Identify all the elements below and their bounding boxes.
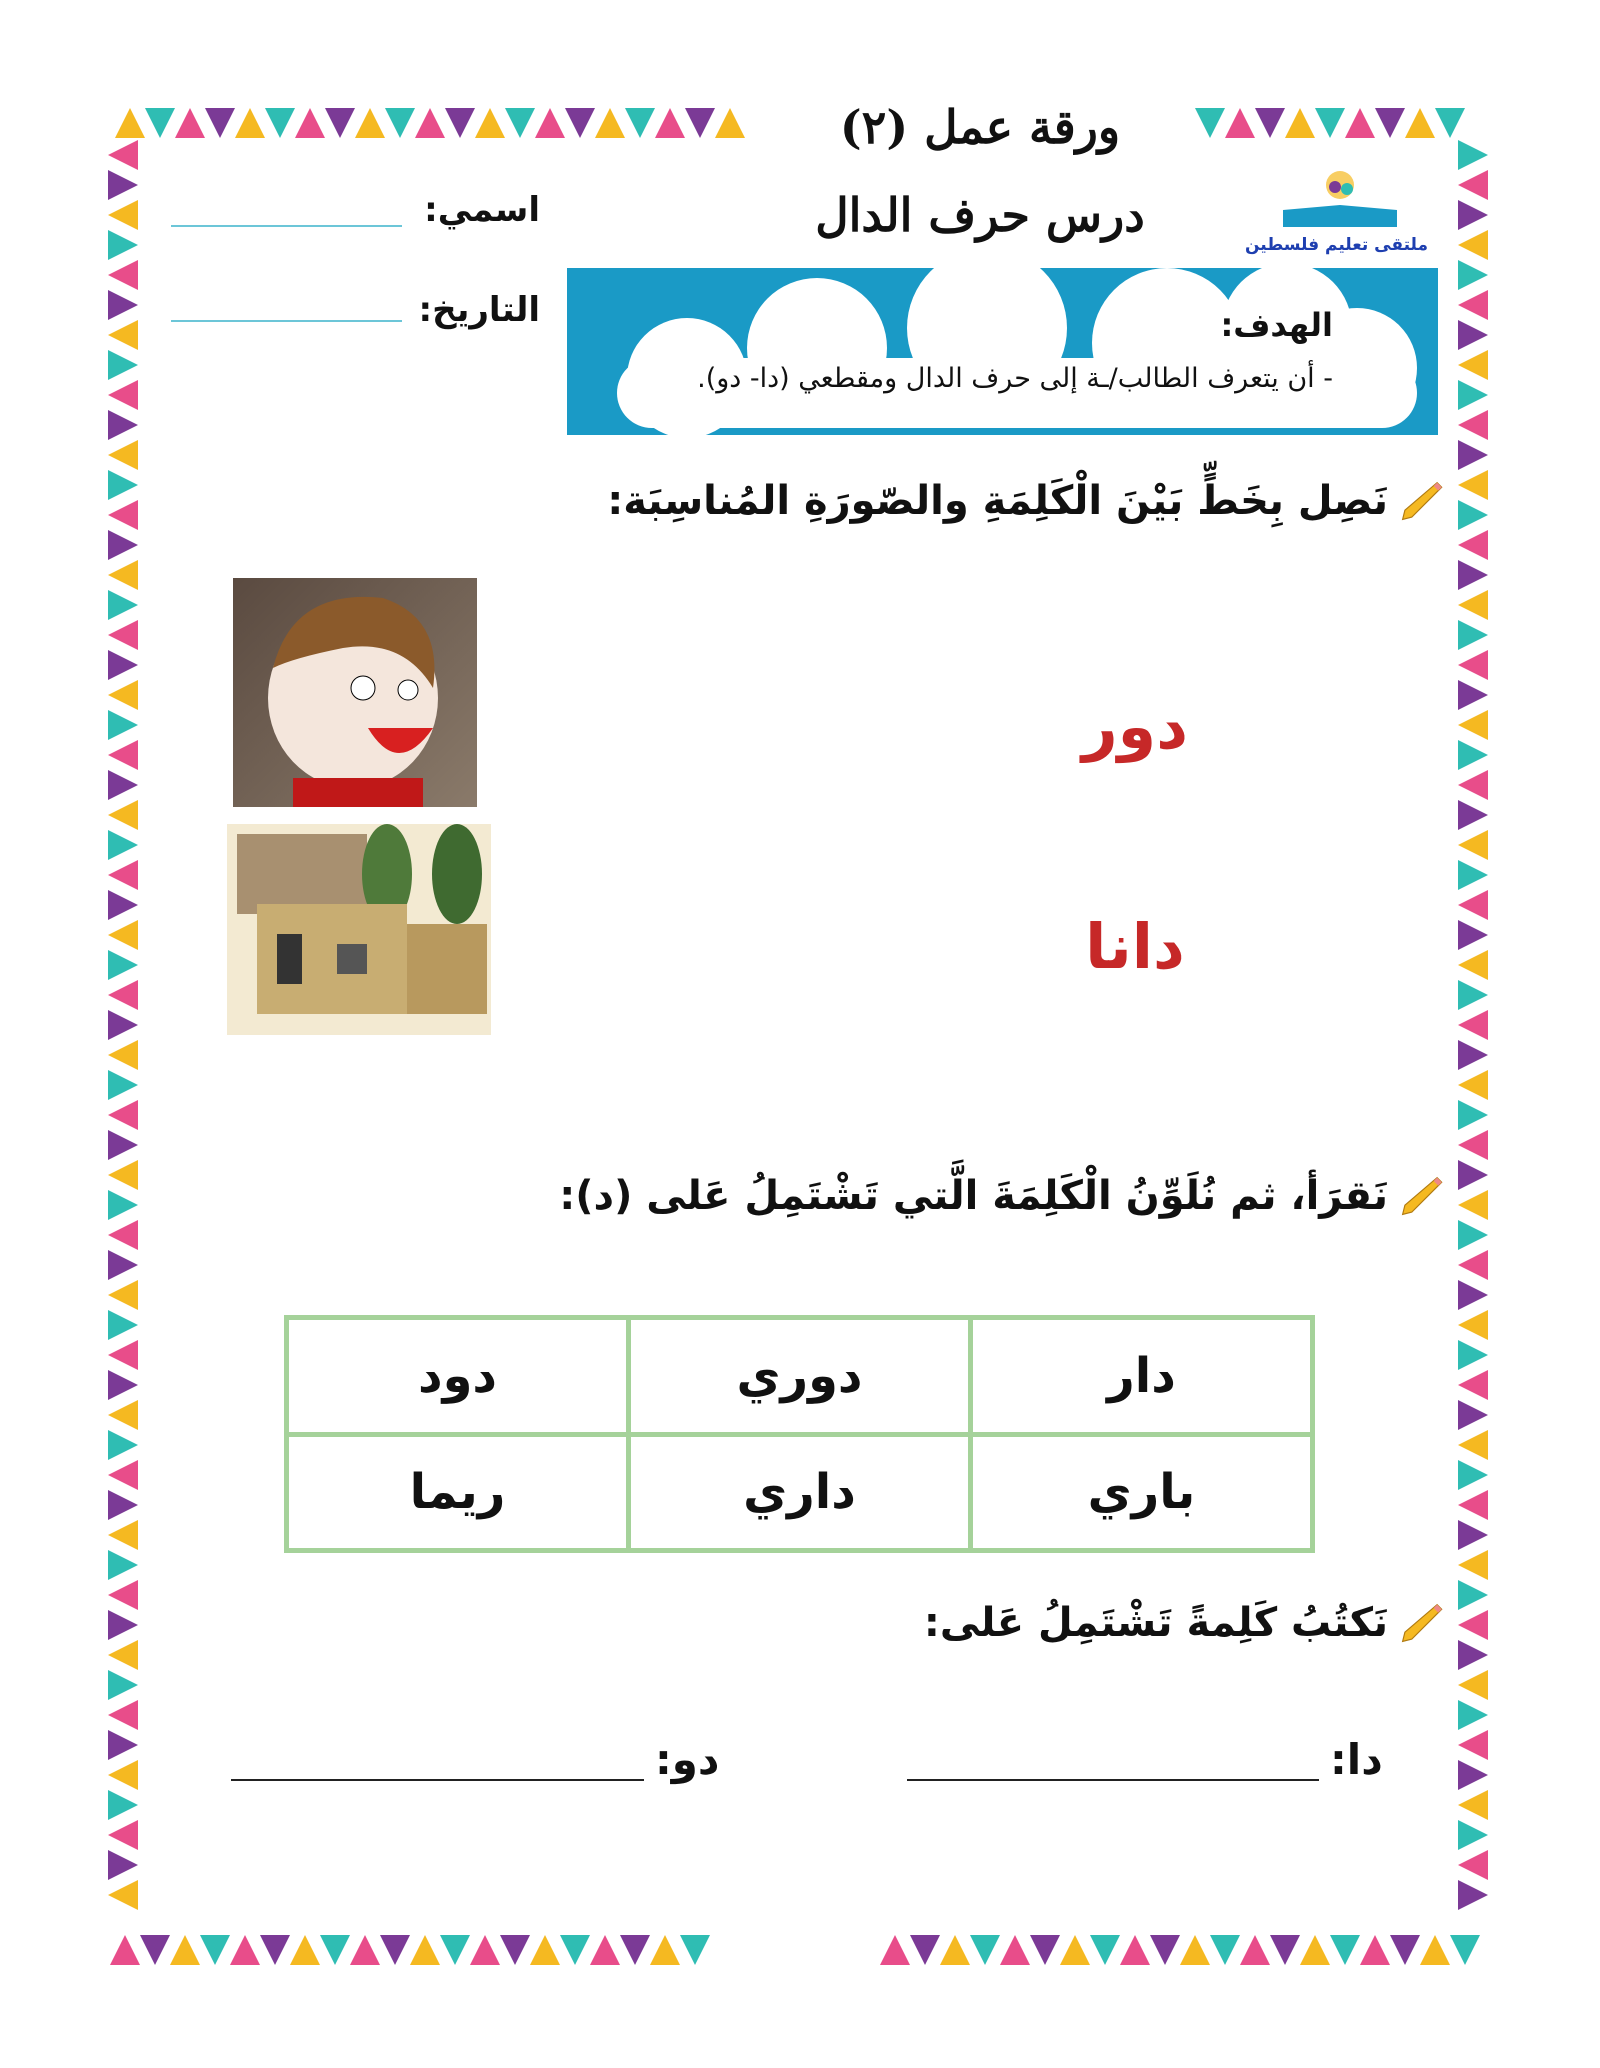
instruction-write — [924, 1600, 1444, 1646]
border-triangle — [1180, 1935, 1210, 1965]
border-triangle — [108, 1670, 138, 1700]
border-triangle — [1458, 380, 1488, 410]
border-triangle — [1405, 108, 1435, 138]
border-triangle — [108, 860, 138, 890]
border-triangle — [1458, 530, 1488, 560]
border-triangle — [1458, 1820, 1488, 1850]
border-triangle — [108, 620, 138, 650]
border-triangle — [1458, 1520, 1488, 1550]
border-triangle — [235, 108, 265, 138]
border-triangle — [1458, 1640, 1488, 1670]
border-triangle — [108, 230, 138, 260]
border-triangle — [1458, 1700, 1488, 1730]
border-triangle — [1458, 1130, 1488, 1160]
border-triangle — [1030, 1935, 1060, 1965]
worksheet-title: ورقة عمل (٢) — [839, 100, 1121, 154]
border-triangle — [1458, 860, 1488, 890]
border-triangle — [1270, 1935, 1300, 1965]
border-triangle — [530, 1935, 560, 1965]
border-triangle — [108, 530, 138, 560]
border-triangle — [1458, 1760, 1488, 1790]
border-triangle — [108, 1760, 138, 1790]
border-triangle — [108, 140, 138, 170]
instruction-match — [607, 478, 1444, 524]
border-triangle — [1458, 140, 1488, 170]
table-row — [287, 1318, 1313, 1435]
border-triangle — [108, 1820, 138, 1850]
border-triangle — [1458, 1310, 1488, 1340]
table-cell[interactable]: دوري — [629, 1318, 971, 1435]
border-triangle — [1458, 710, 1488, 740]
border-triangle — [108, 200, 138, 230]
border-triangle — [1458, 1070, 1488, 1100]
border-triangle — [1458, 1430, 1488, 1460]
border-triangle — [108, 1610, 138, 1640]
border-triangle — [230, 1935, 260, 1965]
border-triangle — [145, 108, 175, 138]
border-triangle — [108, 1460, 138, 1490]
girl-illustration — [233, 578, 477, 807]
border-triangle — [1458, 770, 1488, 800]
border-triangle — [1458, 680, 1488, 710]
border-triangle — [1450, 1935, 1480, 1965]
border-triangle — [1390, 1935, 1420, 1965]
girl-image[interactable] — [233, 578, 477, 807]
border-triangle — [880, 1935, 910, 1965]
border-triangle — [1458, 260, 1488, 290]
border-triangle — [108, 830, 138, 860]
border-triangle — [1458, 1040, 1488, 1070]
pencil-icon — [1398, 478, 1444, 524]
border-triangle — [1458, 1010, 1488, 1040]
border-triangle — [108, 1580, 138, 1610]
border-triangle — [108, 470, 138, 500]
border-triangle — [1458, 1730, 1488, 1760]
border-triangle — [1458, 890, 1488, 920]
border-triangle — [1458, 800, 1488, 830]
border-triangle — [108, 1430, 138, 1460]
border-triangle — [355, 108, 385, 138]
logo-text: ملتقى تعليم فلسطين — [1244, 235, 1428, 255]
border-triangle — [108, 800, 138, 830]
border-triangle — [1315, 108, 1345, 138]
house-image[interactable] — [227, 824, 491, 1035]
house-illustration — [227, 824, 491, 1035]
border-triangle — [1000, 1935, 1030, 1965]
border-triangle — [108, 1040, 138, 1070]
instruction-write-text: نَكتُبُ كَلِمةً تَشْتَمِلُ عَلى: — [923, 1600, 1388, 1646]
border-triangle — [108, 1190, 138, 1220]
border-triangle — [1458, 980, 1488, 1010]
border-triangle — [1458, 1880, 1488, 1910]
border-triangle — [108, 590, 138, 620]
border-triangle — [440, 1935, 470, 1965]
match-word-dawr[interactable]: دور — [1081, 690, 1189, 763]
border-triangle — [650, 1935, 680, 1965]
table-cell[interactable]: ريما — [287, 1434, 629, 1551]
border-triangle — [500, 1935, 530, 1965]
border-triangle — [1458, 1100, 1488, 1130]
border-triangle — [565, 108, 595, 138]
border-triangle — [1458, 950, 1488, 980]
pencil-icon — [1398, 1173, 1444, 1219]
border-triangle — [1458, 410, 1488, 440]
border-triangle — [1458, 1850, 1488, 1880]
logo — [1244, 165, 1428, 257]
book-logo-icon — [1253, 165, 1428, 231]
border-triangle — [470, 1935, 500, 1965]
border-triangle — [1458, 1220, 1488, 1250]
border-triangle — [595, 108, 625, 138]
border-triangle — [110, 1935, 140, 1965]
border-triangle — [1458, 830, 1488, 860]
border-triangle — [1458, 620, 1488, 650]
border-triangle — [1458, 560, 1488, 590]
border-triangle — [108, 1280, 138, 1310]
border-triangle — [108, 920, 138, 950]
border-triangle — [1458, 470, 1488, 500]
border-triangle — [1458, 1670, 1488, 1700]
border-triangle — [108, 710, 138, 740]
border-triangle — [415, 108, 445, 138]
border-triangle — [108, 410, 138, 440]
border-triangle — [1458, 440, 1488, 470]
border-triangle — [1458, 740, 1488, 770]
table-cell[interactable]: دود — [287, 1318, 629, 1435]
border-triangle — [1458, 1400, 1488, 1430]
border-triangle — [108, 1070, 138, 1100]
border-triangle — [620, 1935, 650, 1965]
border-triangle — [385, 108, 415, 138]
name-input-line[interactable] — [171, 225, 402, 227]
border-triangle — [108, 770, 138, 800]
border-triangle — [1458, 1790, 1488, 1820]
border-triangle — [535, 108, 565, 138]
border-triangle — [1458, 1340, 1488, 1370]
table-row — [287, 1434, 1313, 1551]
border-triangle — [108, 1100, 138, 1130]
border-triangle — [115, 108, 145, 138]
border-triangle — [1458, 350, 1488, 380]
cloud-shape — [567, 268, 1438, 435]
border-triangle — [1458, 650, 1488, 680]
border-triangle — [108, 1490, 138, 1520]
border-triangle — [940, 1935, 970, 1965]
border-triangle — [1330, 1935, 1360, 1965]
border-triangle — [1458, 920, 1488, 950]
border-triangle — [325, 108, 355, 138]
border-triangle — [1458, 1550, 1488, 1580]
border-triangle — [910, 1935, 940, 1965]
border-triangle — [108, 1400, 138, 1430]
border-triangle — [108, 1010, 138, 1040]
border-triangle — [108, 980, 138, 1010]
border-triangle — [108, 1850, 138, 1880]
border-triangle — [108, 1730, 138, 1760]
border-triangle — [108, 1700, 138, 1730]
border-triangle — [108, 500, 138, 530]
border-triangle — [108, 1790, 138, 1820]
border-triangle — [108, 1130, 138, 1160]
border-triangle — [108, 650, 138, 680]
border-triangle — [1345, 108, 1375, 138]
border-triangle — [295, 108, 325, 138]
border-triangle — [475, 108, 505, 138]
border-triangle — [1458, 290, 1488, 320]
instruction-match-text: نَصِل بِخَطٍّ بَيْنَ الْكَلِمَةِ والصّورَةِ المُناسِبَة: — [607, 478, 1388, 524]
border-triangle — [108, 1250, 138, 1280]
border-triangle — [108, 890, 138, 920]
border-triangle — [1458, 1580, 1488, 1610]
answer-line-du[interactable] — [231, 1779, 644, 1781]
border-triangle — [108, 1340, 138, 1370]
words-table — [284, 1315, 1315, 1553]
border-triangle — [200, 1935, 230, 1965]
border-triangle — [108, 290, 138, 320]
name-label: اسمي: — [424, 190, 540, 230]
border-triangle — [1120, 1935, 1150, 1965]
border-triangle — [1150, 1935, 1180, 1965]
border-triangle — [108, 1550, 138, 1580]
border-triangle — [590, 1935, 620, 1965]
border-triangle — [175, 108, 205, 138]
border-triangle — [205, 108, 235, 138]
border-triangle — [1060, 1935, 1090, 1965]
prompt-da: دا: — [1330, 1735, 1383, 1784]
border-triangle — [1360, 1935, 1390, 1965]
goal-text: - أن يتعرف الطالب/ـة إلى حرف الدال ومقطعي (دا- دو). — [697, 363, 1333, 394]
instruction-color — [559, 1173, 1444, 1219]
border-triangle — [1458, 200, 1488, 230]
border-triangle — [320, 1935, 350, 1965]
border-triangle — [108, 1880, 138, 1910]
prompt-du: دو: — [655, 1735, 720, 1784]
border-triangle — [380, 1935, 410, 1965]
border-triangle — [108, 1640, 138, 1670]
border-triangle — [1435, 108, 1465, 138]
table-cell[interactable]: داري — [629, 1434, 971, 1551]
border-triangle — [350, 1935, 380, 1965]
date-input-line[interactable] — [171, 320, 402, 322]
border-triangle — [108, 560, 138, 590]
border-triangle — [108, 440, 138, 470]
border-triangle — [1458, 230, 1488, 260]
border-triangle — [108, 1160, 138, 1190]
border-triangle — [108, 1370, 138, 1400]
border-triangle — [1458, 500, 1488, 530]
border-triangle — [108, 740, 138, 770]
date-label: التاريخ: — [418, 290, 540, 330]
goal-label: الهدف: — [1220, 306, 1333, 344]
goal-box — [567, 268, 1438, 435]
border-triangle — [108, 680, 138, 710]
border-triangle — [1458, 1250, 1488, 1280]
border-triangle — [108, 1310, 138, 1340]
border-triangle — [290, 1935, 320, 1965]
answer-line-da[interactable] — [907, 1779, 1319, 1781]
border-triangle — [1458, 1610, 1488, 1640]
border-triangle — [1090, 1935, 1120, 1965]
border-triangle — [1300, 1935, 1330, 1965]
border-triangle — [108, 380, 138, 410]
border-triangle — [108, 1520, 138, 1550]
border-triangle — [108, 170, 138, 200]
border-triangle — [260, 1935, 290, 1965]
border-triangle — [1458, 1190, 1488, 1220]
border-triangle — [1458, 320, 1488, 350]
instruction-color-text: نَقرَأ، ثم نُلَوِّنُ الْكَلِمَةَ الَّتي تَشْتَمِلُ عَلى (د): — [559, 1173, 1388, 1219]
border-triangle — [1375, 108, 1405, 138]
border-triangle — [1458, 1370, 1488, 1400]
border-triangle — [265, 108, 295, 138]
border-triangle — [680, 1935, 710, 1965]
border-triangle — [1210, 1935, 1240, 1965]
lesson-title: درس حرف الدال — [815, 188, 1145, 242]
border-triangle — [108, 320, 138, 350]
border-triangle — [560, 1935, 590, 1965]
border-triangle — [140, 1935, 170, 1965]
pencil-icon — [1398, 1600, 1444, 1646]
border-triangle — [505, 108, 535, 138]
border-triangle — [108, 950, 138, 980]
border-triangle — [108, 260, 138, 290]
border-triangle — [625, 108, 655, 138]
table-cell[interactable]: دار — [971, 1318, 1313, 1435]
border-triangle — [1458, 590, 1488, 620]
border-triangle — [1458, 170, 1488, 200]
border-triangle — [1240, 1935, 1270, 1965]
border-triangle — [410, 1935, 440, 1965]
border-triangle — [1420, 1935, 1450, 1965]
border-triangle — [1458, 1160, 1488, 1190]
border-triangle — [1458, 1490, 1488, 1520]
border-triangle — [1285, 108, 1315, 138]
border-triangle — [1458, 1280, 1488, 1310]
border-triangle — [655, 108, 685, 138]
border-triangle — [445, 108, 475, 138]
border-triangle — [170, 1935, 200, 1965]
match-word-dana[interactable]: دانا — [1085, 910, 1185, 983]
border-triangle — [1458, 1460, 1488, 1490]
border-triangle — [1255, 108, 1285, 138]
border-triangle — [970, 1935, 1000, 1965]
border-triangle — [108, 1220, 138, 1250]
table-cell[interactable]: باري — [971, 1434, 1313, 1551]
border-triangle — [108, 350, 138, 380]
border-triangle — [685, 108, 715, 138]
